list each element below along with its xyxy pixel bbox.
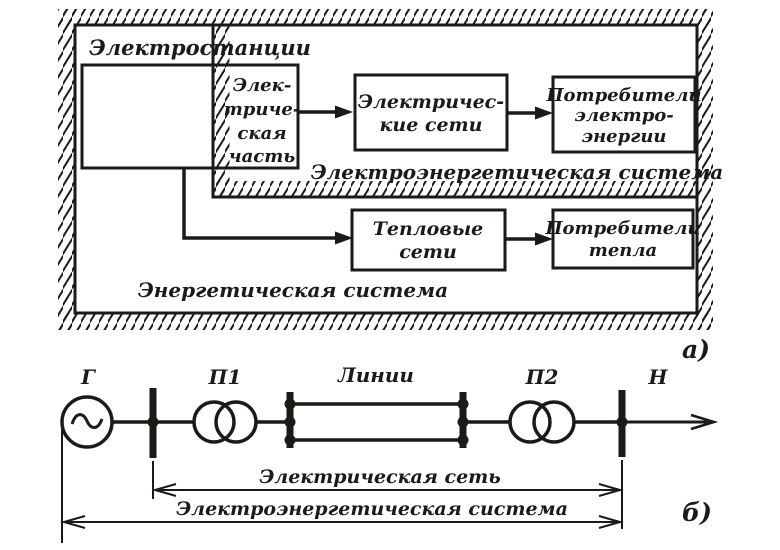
generator-icon [62,397,112,447]
transformer2-label: П2 [525,365,559,389]
arrow-networks-to-electricity-consumers [507,107,553,120]
svg-text:электро-: электро- [574,105,674,126]
power-plants-label: Электростанции [89,35,311,60]
load-label: Н [648,365,668,389]
transformer1-label: П1 [208,365,242,389]
load-arrow [625,415,714,429]
electric-networks-label [358,91,504,136]
svg-text:энергии: энергии [581,126,667,147]
arrow-electrical-part-to-networks [298,106,353,119]
svg-text:Потребители: Потребители [545,218,701,239]
svg-text:Потребители: Потребители [546,85,702,106]
eps-system-label: Электроэнергетическая система [310,160,724,184]
svg-text:сети: сети [399,241,457,263]
svg-text:ская: ская [237,123,287,144]
transformer1-icon [194,402,256,442]
svg-text:Электроэнергетическая система: Электроэнергетическая система [176,498,568,520]
lines-label: Линии [338,363,414,387]
svg-text:Элек-: Элек- [232,75,292,96]
generator-label: Г [81,365,95,389]
part-b-label: б) [682,498,712,527]
svg-text:Электричес-: Электричес- [357,91,505,113]
svg-text:триче-: триче- [223,99,301,120]
dimension-electric-network [155,466,620,496]
transmission-lines [290,404,463,440]
transformer2-icon [510,402,574,442]
svg-text:Электрическая сеть: Электрическая сеть [259,466,501,488]
svg-text:Тепловые: Тепловые [372,218,484,240]
svg-text:тепла: тепла [588,240,658,261]
svg-text:часть: часть [228,146,296,167]
dimension-eps [64,498,620,528]
part-a-label: а) [681,335,711,364]
svg-text:кие сети: кие сети [379,114,483,136]
energy-system-label: Энергетическая система [137,278,449,302]
